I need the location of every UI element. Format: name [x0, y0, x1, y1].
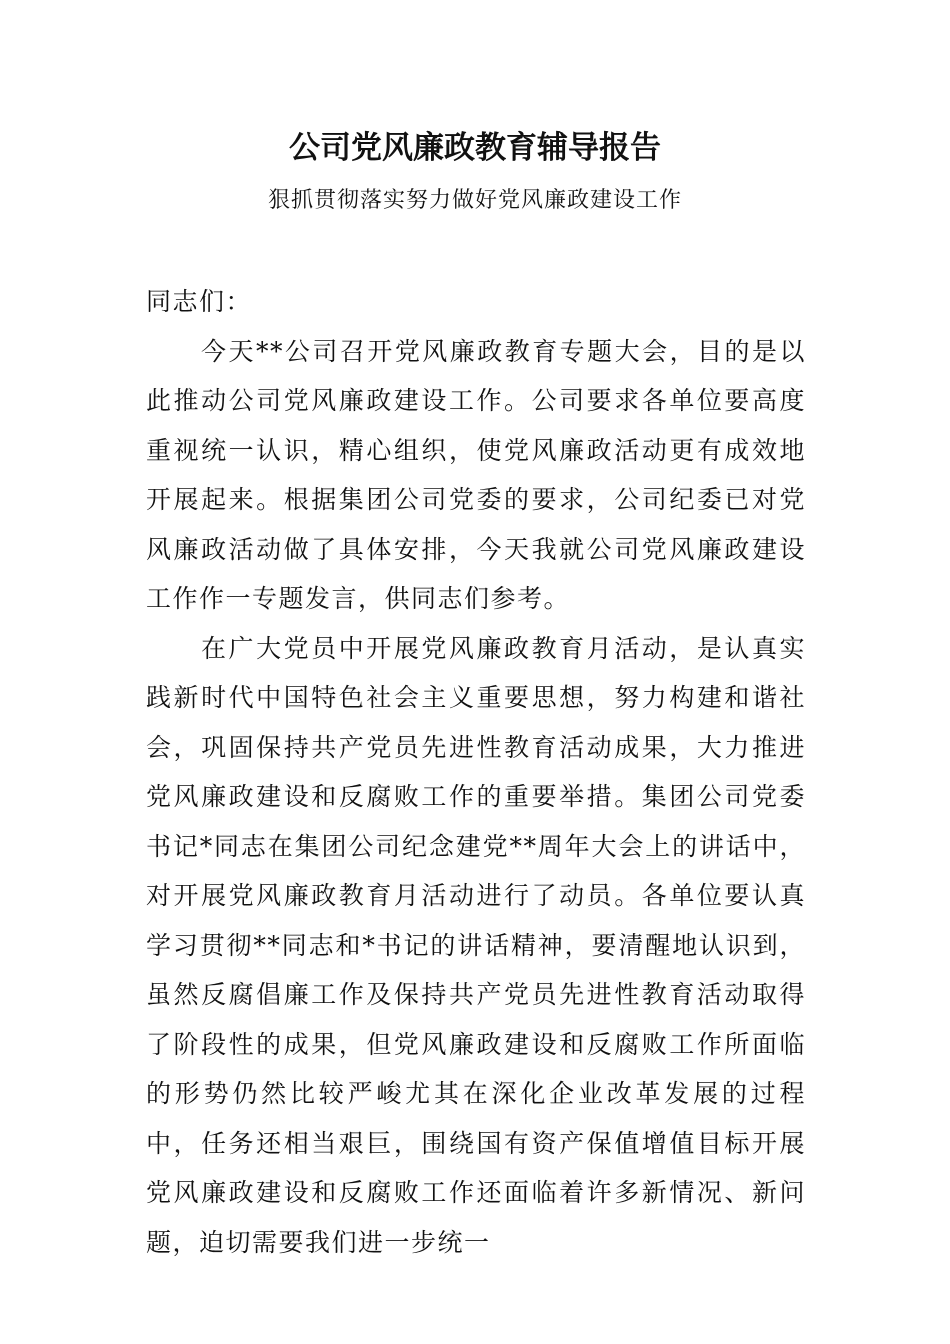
document-title: 公司党风廉政教育辅导报告: [289, 130, 661, 166]
paragraph-1: 今天**公司召开党风廉政教育专题大会，目的是以此推动公司党风廉政建设工作。公司要求各单位要高度重视统一认识，精心组织，使党风廉政活动更有成效地开展起来。根据集团公司党委的要求，公司纪委已对党风廉政活动做了具体安排，今天我就公司党风廉政建设工作作一专题发言，供同志们参考。: [146, 336, 806, 613]
document-subtitle: 狠抓贯彻落实努力做好党风廉政建设工作: [267, 188, 682, 213]
paragraph-2: 在广大党员中开展党风廉政教育月活动，是认真实践新时代中国特色社会主义重要思想，努力构建和谐社会，巩固保持共产党员先进性教育活动成果，大力推进党风廉政建设和反腐败工作的重要举措。集团公司党委书记*同志在集团公司纪念建党**周年大会上的讲话中，对开展党风廉政教育月活动进行了动员。各单位要认真学习贯彻**同志和*书记的讲话精神，要清醒地认识到，虽然反腐倡廉工作及保持共产党员先进性教育活动取得了阶段性的成果，但党风廉政建设和反腐败工作所面临的形势仍然比较严峻尤其在深化企业改革发展的过程中，任务还相当艰巨，围绕国有资产保值增值目标开展党风廉政建设和反腐败工作还面临着许多新情况、新问题，迫切需要我们进一步统一: [146, 633, 806, 1257]
salutation: 同志们：: [146, 287, 253, 316]
document-body: [146, 277, 806, 1267]
